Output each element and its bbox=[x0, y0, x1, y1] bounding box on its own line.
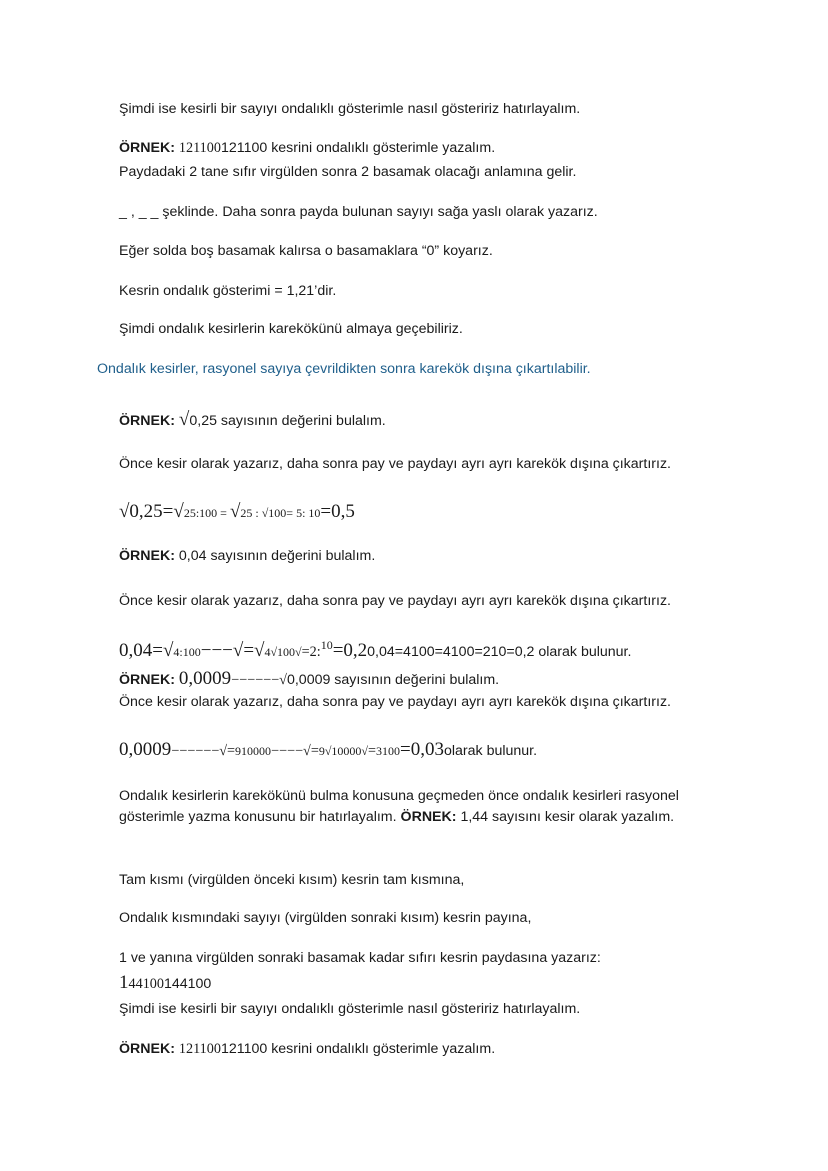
fraction-text: 121100 bbox=[178, 1041, 221, 1057]
text-line: Önce kesir olarak yazarız, daha sonra pay ve paydayı ayrı ayrı karekök dışına çıkartırız. bbox=[119, 694, 671, 710]
text-line: Kesrin ondalık gösterimi = 1,21’dir. bbox=[119, 283, 337, 299]
text-line: _ , _ _ şeklinde. Daha sonra payda bulunan sayıyı sağa yaslı olarak yazarız. bbox=[119, 204, 598, 220]
eq-part: 0,0009 bbox=[119, 739, 172, 760]
example-text: 121100 kesrini ondalıklı gösterimle yazalım. bbox=[220, 1041, 496, 1057]
eq-part: 44100 bbox=[128, 976, 164, 992]
text-line: Ondalık kısmındaki sayıyı (virgülden sonraki kısım) kesrin payına, bbox=[119, 910, 532, 926]
text-line: Tam kısmı (virgülden önceki kısım) kesrin tam kısmına, bbox=[119, 872, 465, 888]
eq-part: 4√100√ bbox=[264, 645, 302, 659]
example-label: ÖRNEK: bbox=[119, 1041, 175, 1057]
example-line bbox=[119, 668, 499, 691]
eq-part: 0,04=√ bbox=[119, 640, 174, 661]
text-line: Şimdi ondalık kesirlerin karekökünü almaya geçebiliriz. bbox=[119, 321, 463, 337]
eq-part: =0,2 bbox=[332, 640, 368, 661]
eq-part: =0,03 bbox=[400, 739, 444, 760]
section-heading: Ondalık kesirler, rasyonel sayıya çevrildikten sonra karekök dışına çıkartılabilir. bbox=[97, 361, 591, 377]
equation-line bbox=[119, 738, 537, 763]
example-line bbox=[119, 411, 386, 430]
fraction-text: 121100 bbox=[178, 140, 221, 156]
eq-part: = bbox=[368, 743, 377, 759]
example-line bbox=[119, 139, 495, 157]
equation-line bbox=[119, 972, 211, 995]
text-line: Eğer solda boş basamak kalırsa o basamaklara “0” koyarız. bbox=[119, 243, 493, 259]
eq-part: 3100 bbox=[376, 744, 401, 758]
text-line: Şimdi ise kesirli bir sayıyı ondalıklı gösterimle nasıl gösteririz hatırlayalım. bbox=[119, 1001, 581, 1017]
eq-part: √0,25=√ bbox=[119, 501, 184, 522]
example-label: ÖRNEK: bbox=[119, 672, 175, 688]
eq-part: =0,5 bbox=[320, 501, 355, 522]
eq-part: 144100 bbox=[163, 976, 212, 992]
example-text: 1,44 sayısını kesir olarak yazalım. bbox=[456, 809, 675, 825]
text-line: Önce kesir olarak yazarız, daha sonra pay ve paydayı ayrı ayrı karekök dışına çıkartırız. bbox=[119, 456, 671, 472]
eq-part: olarak bulunur. bbox=[444, 743, 538, 759]
example-label: ÖRNEK: bbox=[400, 809, 457, 825]
example-label: ÖRNEK: bbox=[119, 413, 175, 429]
paragraph-text: Ondalık kesirlerin karekökünü bulma konusuna geçmeden önce ondalık kesirleri rasyonel gösterimle yazma konusunu bir hatırlayalım. bbox=[119, 788, 679, 825]
eq-part: 25 : √100= 5: 10 bbox=[240, 506, 321, 520]
text-line: Şimdi ise kesirli bir sayıyı ondalıklı gösterimle nasıl gösteririz hatırlayalım. bbox=[119, 101, 581, 117]
eq-part: 0,0009 bbox=[178, 668, 232, 689]
example-text: 0,25 sayısının değerini bulalım. bbox=[189, 413, 386, 429]
text-line: Paydadaki 2 tane sıfır virgülden sonra 2 basamak olacağı anlamına gelir. bbox=[119, 164, 577, 180]
example-line bbox=[119, 547, 375, 565]
eq-part: 4:100 bbox=[173, 645, 201, 659]
paragraph bbox=[119, 786, 719, 828]
text-line: Önce kesir olarak yazarız, daha sonra pay ve paydayı ayrı ayrı karekök dışına çıkartırız. bbox=[119, 593, 671, 609]
eq-part: 0,04=4100=4100=210=0,2 olarak bulunur. bbox=[367, 644, 632, 660]
eq-part: −−−−√= bbox=[271, 743, 319, 759]
eq-part: 9√10000√ bbox=[318, 744, 369, 758]
eq-part: 1 bbox=[119, 972, 129, 993]
eq-part: −−−√=√ bbox=[200, 640, 265, 661]
example-label: ÖRNEK: bbox=[119, 140, 175, 156]
example-line bbox=[119, 1040, 495, 1058]
eq-part: =2: bbox=[301, 644, 321, 660]
eq-part: −−−−−−√ bbox=[231, 672, 287, 688]
example-text: 0,04 sayısının değerini bulalım. bbox=[174, 548, 376, 564]
eq-part: 910000 bbox=[235, 744, 272, 758]
example-label: ÖRNEK: bbox=[119, 548, 175, 564]
example-text: 0,0009 sayısının değerini bulalım. bbox=[286, 672, 500, 688]
example-text: 121100 kesrini ondalıklı gösterimle yazalım. bbox=[220, 140, 496, 156]
eq-part: 25:100 = bbox=[183, 506, 230, 520]
eq-part: 10 bbox=[320, 638, 333, 652]
equation-line bbox=[119, 500, 355, 525]
equation-line bbox=[119, 639, 631, 664]
eq-part: √ bbox=[229, 501, 241, 522]
sqrt-symbol: √ bbox=[178, 409, 190, 430]
text-line: 1 ve yanına virgülden sonraki basamak kadar sıfırı kesrin paydasına yazarız: bbox=[119, 950, 601, 966]
eq-part: −−−−−−√= bbox=[171, 743, 236, 759]
